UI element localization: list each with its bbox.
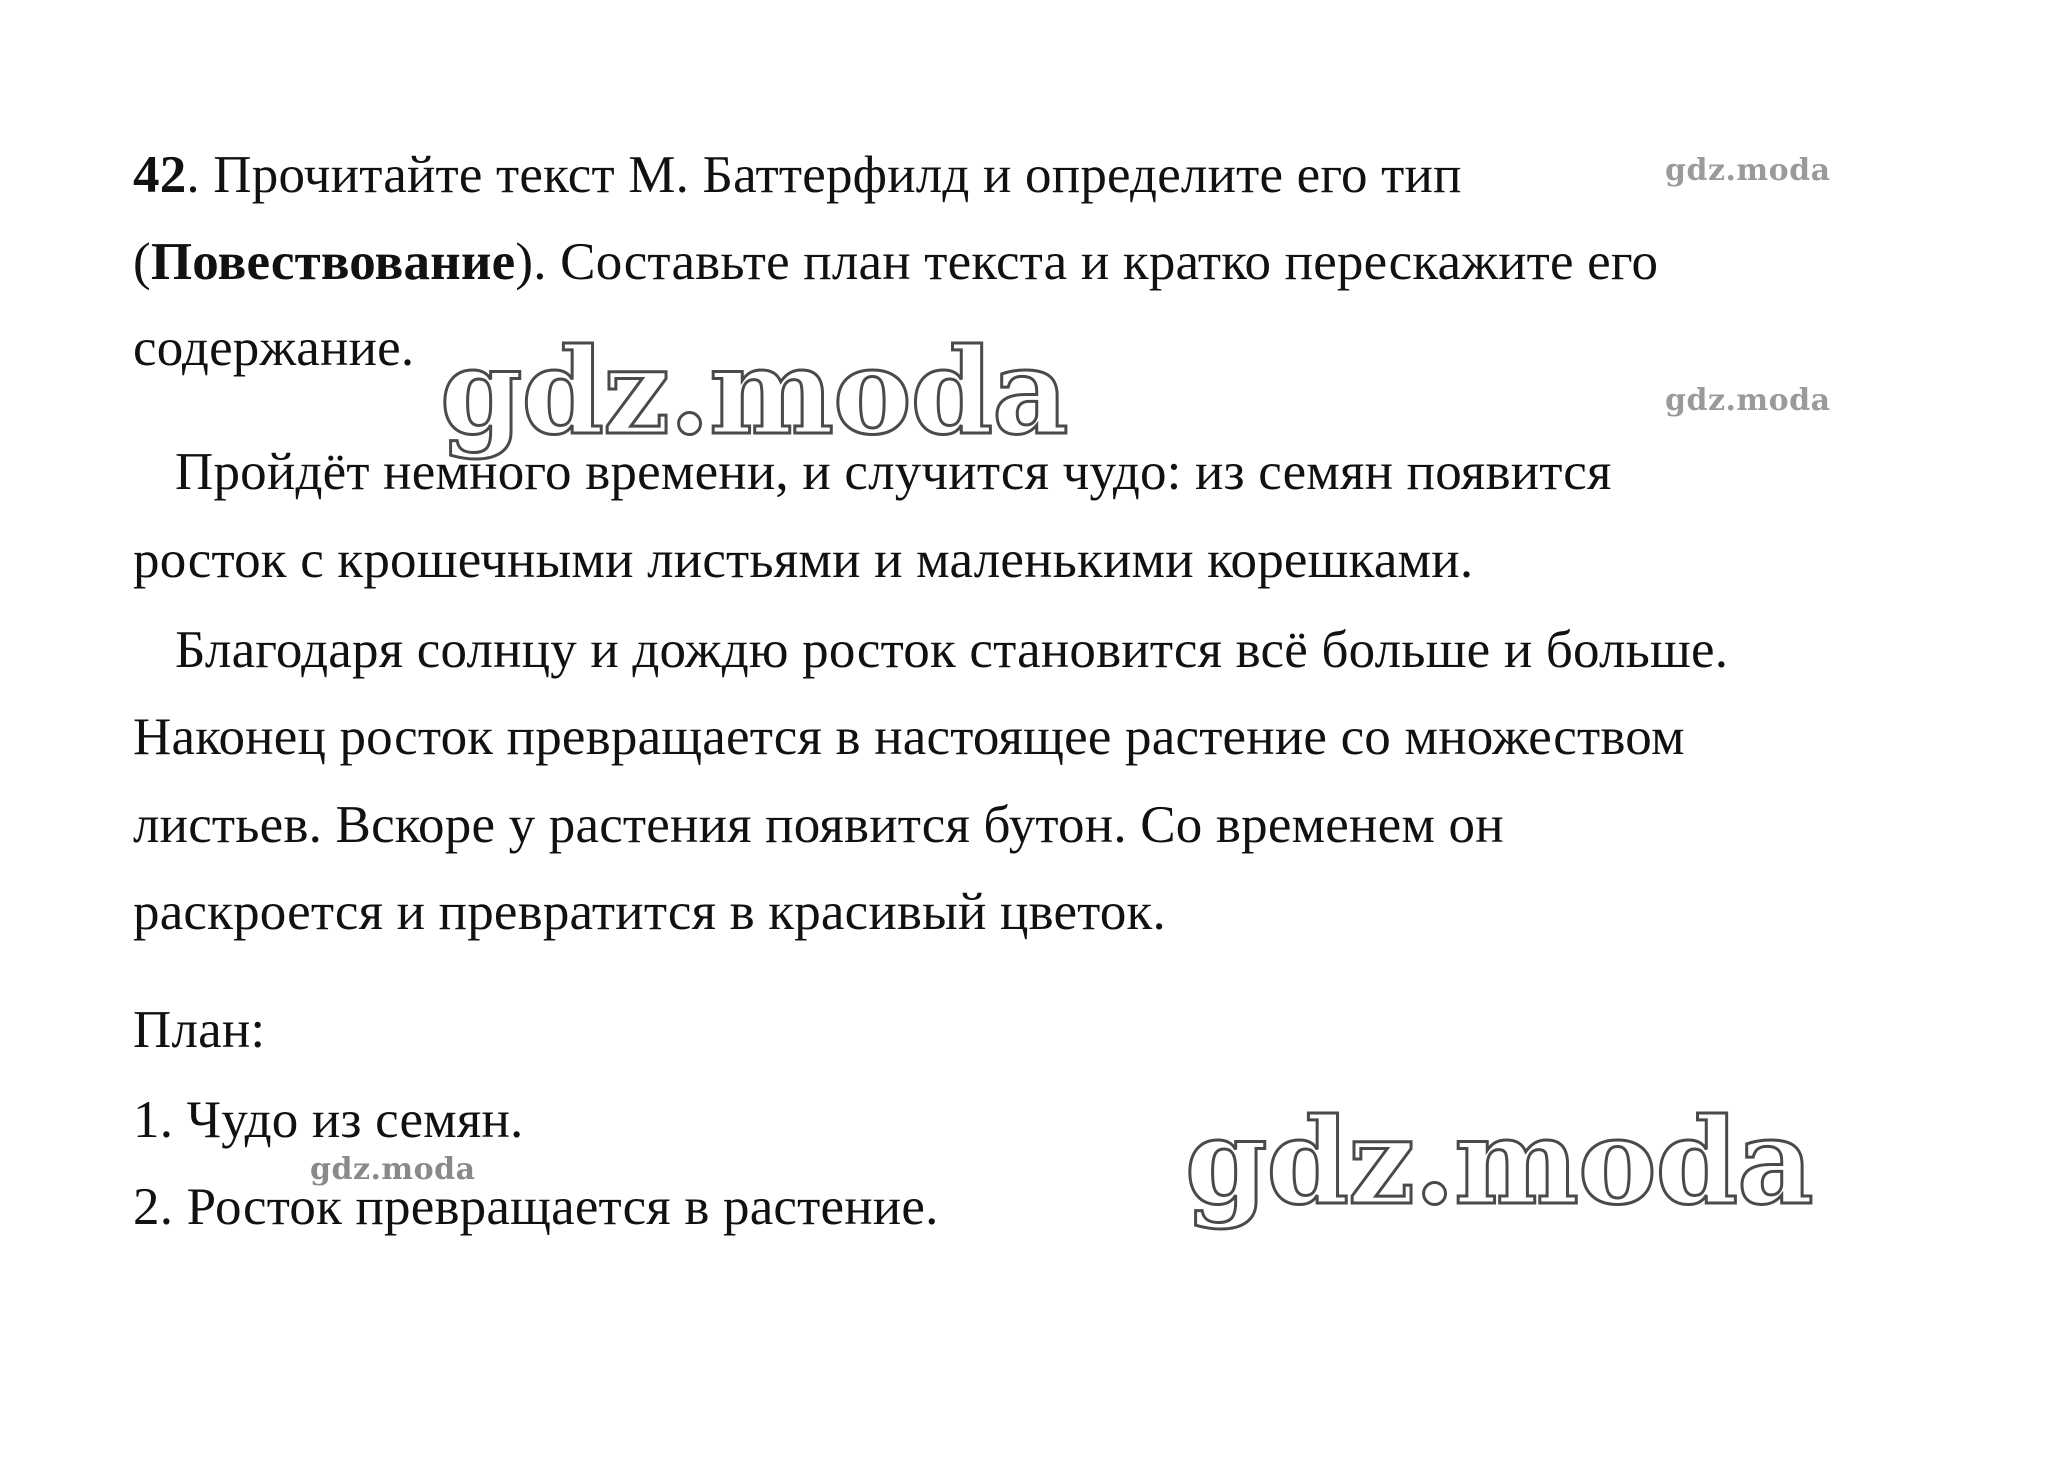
- watermark-large-top-text: gdz.moda: [440, 322, 1068, 461]
- watermark-small-middle: gdz.moda: [1665, 383, 1831, 418]
- task-line-1-text: . Прочитайте текст М. Баттерфилд и определите его тип: [186, 146, 1462, 204]
- watermark-large-bottom-text: gdz.moda: [1185, 1092, 1813, 1231]
- story-paragraph-1-line-2: росток с крошечными листьями и маленькими корешками.: [133, 531, 1474, 589]
- task-paren-open: (: [133, 233, 151, 291]
- watermark-small-top: gdz.moda: [1665, 153, 1831, 188]
- story-paragraph-2-line-4: раскроется и превратится в красивый цветок.: [133, 883, 1166, 941]
- story-paragraph-2-line-2: Наконец росток превращается в настоящее растение со множеством: [133, 708, 1685, 766]
- task-line-3: содержание.: [133, 319, 415, 377]
- story-paragraph-1-line-1: Пройдёт немного времени, и случится чудо: из семян появится: [175, 443, 1612, 501]
- text-type-answer: Повествование: [150, 233, 516, 291]
- watermark-small-bottom: gdz.moda: [310, 1152, 476, 1187]
- story-paragraph-2-line-1: Благодаря солнцу и дождю росток становится всё больше и больше.: [175, 621, 1729, 679]
- task-number: 42: [133, 146, 187, 204]
- watermark-large-bottom: [1185, 1092, 1813, 1231]
- plan-item-2: 2. Росток превращается в растение.: [133, 1178, 939, 1236]
- story-paragraph-2-line-3: листьев. Вскоре у растения появится бутон. Со временем он: [133, 796, 1504, 854]
- plan-heading: План:: [133, 1001, 266, 1059]
- plan-item-1: 1. Чудо из семян.: [133, 1091, 524, 1149]
- watermark-large-top: [440, 322, 1068, 461]
- task-line-2-text: ). Составьте план текста и кратко перескажите его: [515, 233, 1659, 291]
- task-line-1: [133, 145, 1462, 205]
- task-line-2: [133, 232, 1658, 292]
